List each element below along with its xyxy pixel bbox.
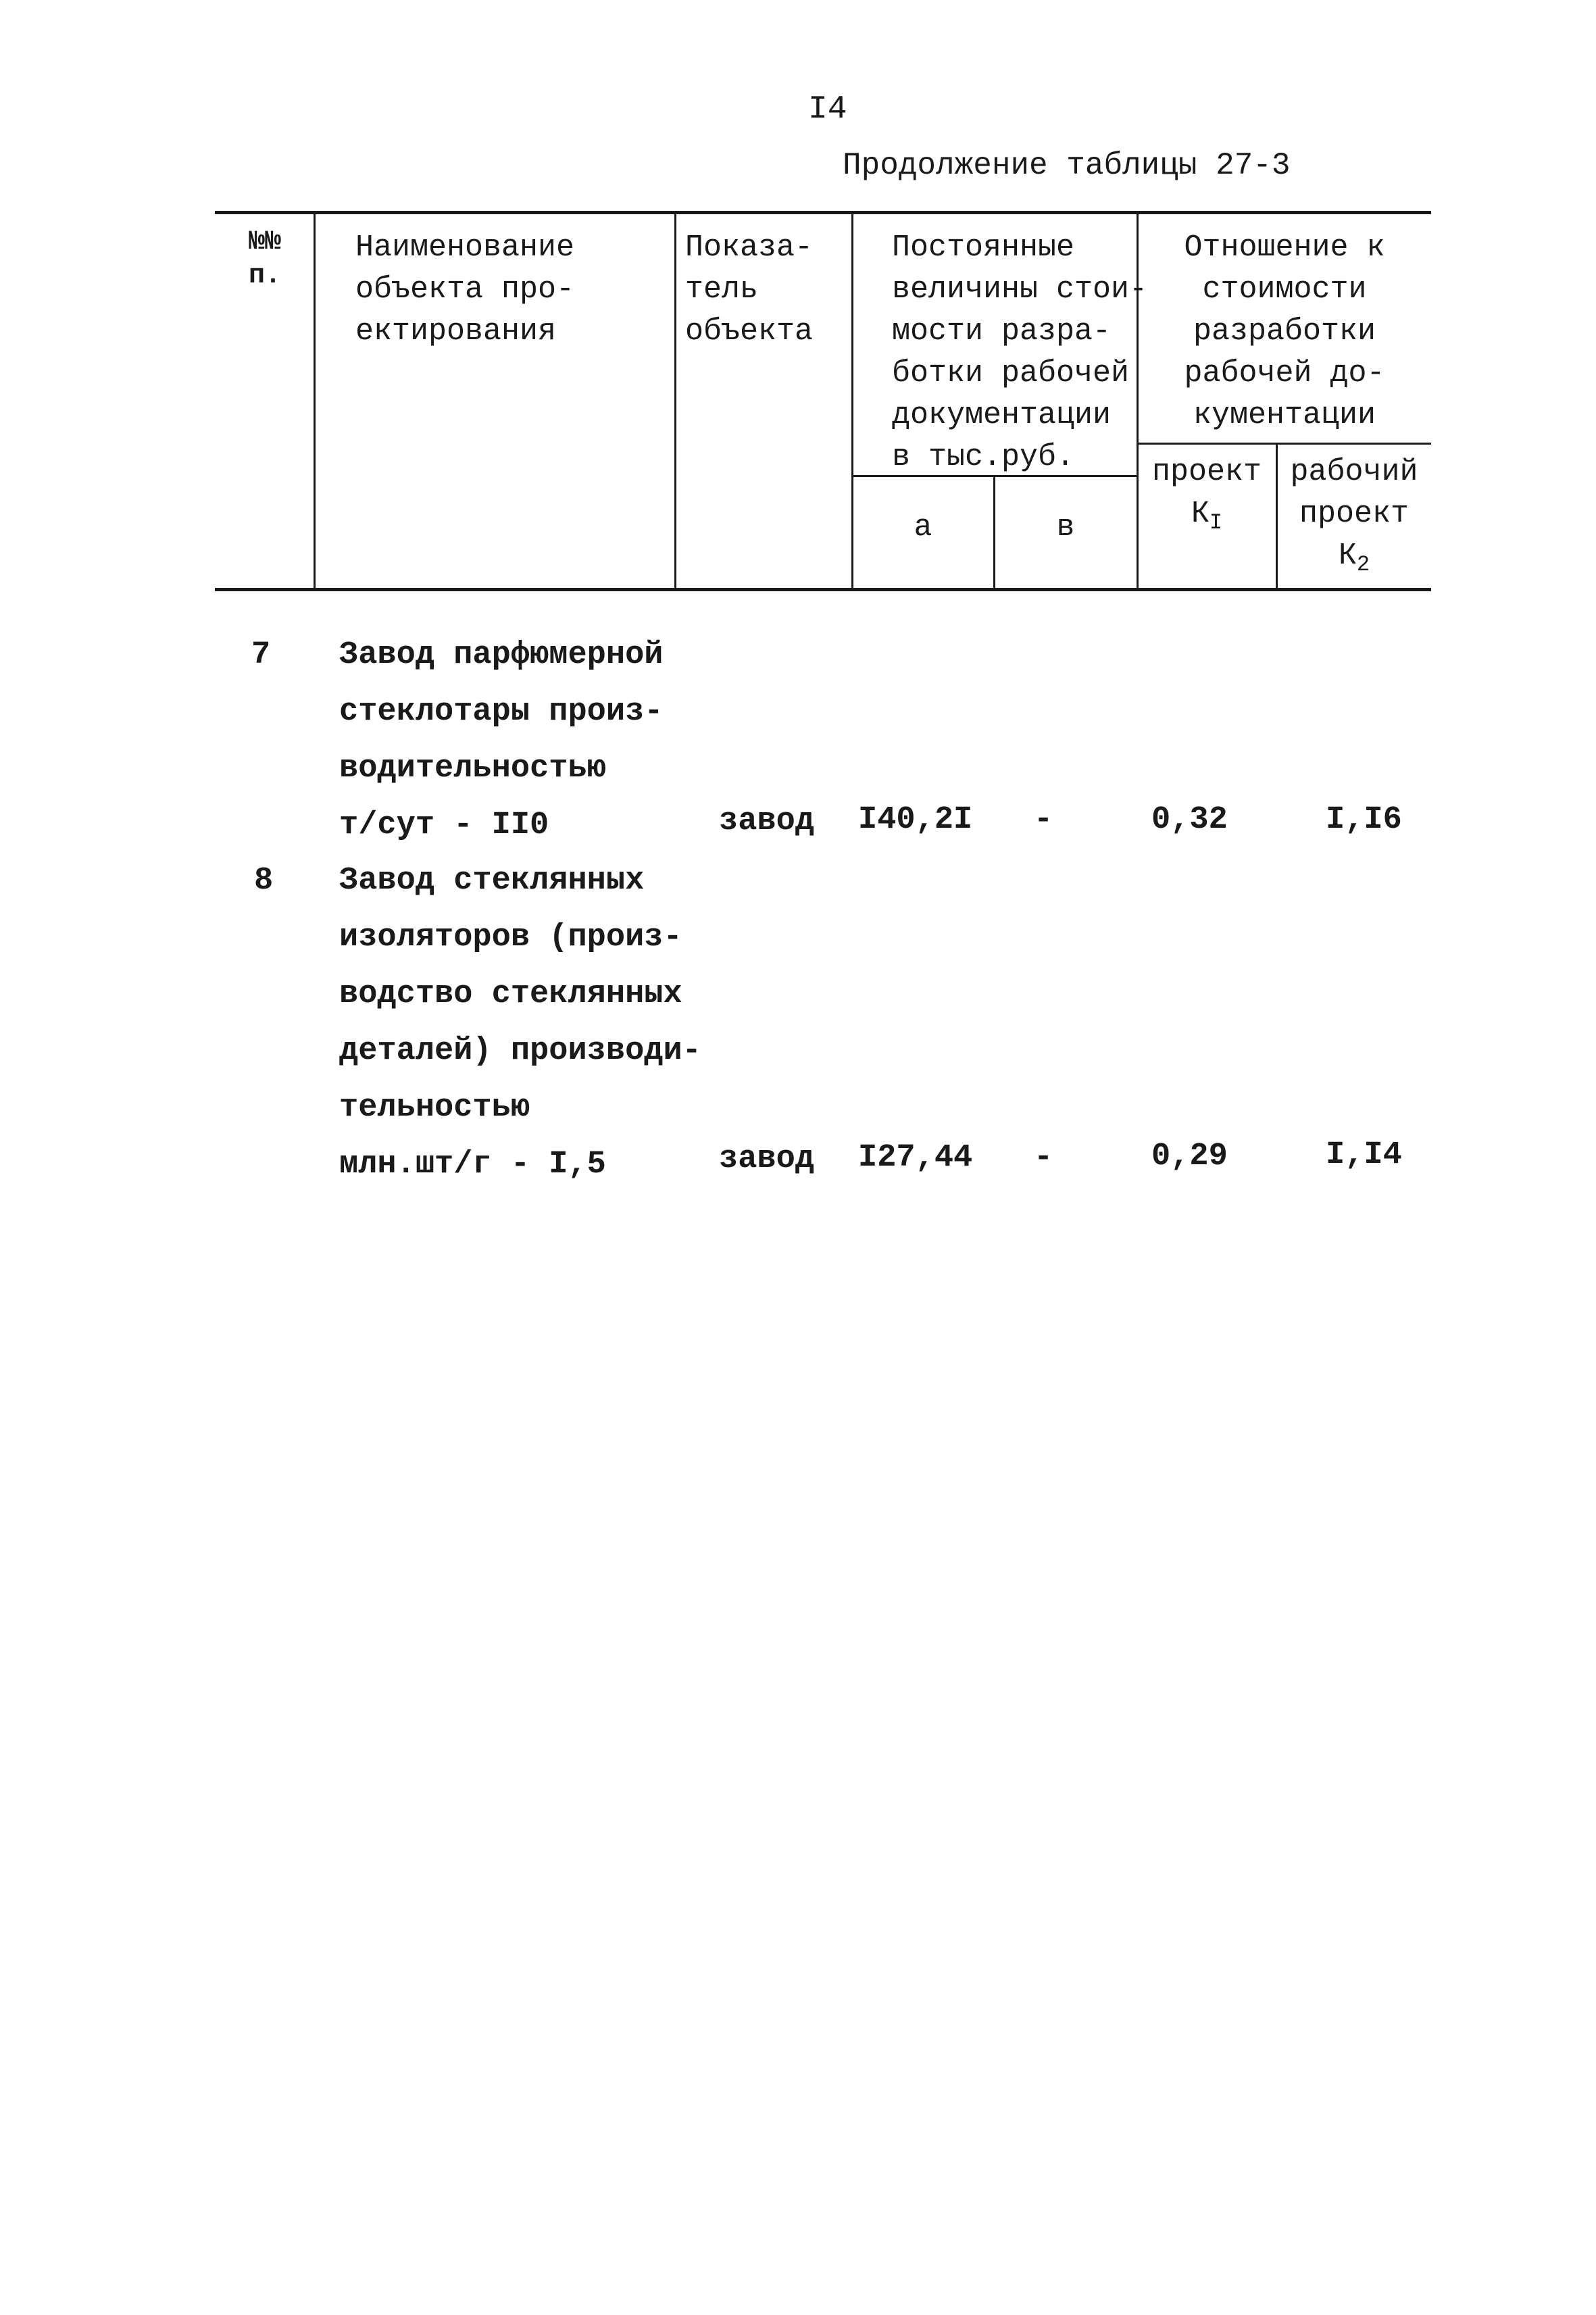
row-value-k2: I,I6	[1326, 802, 1402, 838]
table-header-bottom-rule	[215, 588, 1431, 591]
row-object-name: Завод парфюмерной стеклотары произ- водительностью т/сут - II0	[339, 637, 664, 843]
header-k1-symbol: $К_I$	[1191, 497, 1223, 535]
table-top-rule	[215, 211, 1431, 214]
header-k2-label: рабочий проект	[1290, 455, 1418, 531]
header-indicator: Показа- тель объекта	[685, 230, 814, 349]
row-value-b: -	[1034, 802, 1053, 838]
table-caption: Продолжение таблицы 27-3	[843, 148, 1291, 183]
header-constants: Постоянные величины стои- мости разра- ботки рабочей документации в тыс.руб.	[892, 230, 1148, 474]
row-indicator: завод	[719, 803, 815, 839]
ratio-sub-rule	[1138, 443, 1431, 445]
row-indicator: завод	[719, 1141, 815, 1177]
header-k1	[1138, 451, 1276, 544]
header-k1-label: проект	[1151, 455, 1262, 489]
row-value-k2: I,I4	[1326, 1137, 1402, 1173]
header-object-name: Наименование объекта про- ектирования	[355, 230, 575, 349]
row-object-name: Завод стеклянных изоляторов (произ- водство стеклянных деталей) производи- тельностью млн.шт/г - I,5	[339, 863, 701, 1183]
row-value-a: I40,2I	[858, 802, 973, 838]
row-number: 8	[254, 863, 274, 899]
col-divider-1	[314, 212, 316, 589]
row-value-a: I27,44	[858, 1140, 973, 1176]
header-number: №№ п.	[249, 227, 282, 291]
header-k2	[1277, 451, 1431, 586]
header-const-a: а	[914, 510, 932, 545]
header-k2-symbol: $К_2$	[1338, 539, 1370, 577]
row-value-k1: 0,29	[1151, 1139, 1228, 1174]
header-const-b: в	[1056, 510, 1075, 545]
header-ratio: Отношение к стоимости разработки рабочей до- кументации	[1184, 230, 1385, 432]
row-number: 7	[251, 637, 271, 673]
row-value-b: -	[1034, 1140, 1053, 1176]
col-divider-2	[674, 212, 676, 589]
page-number: I4	[808, 91, 847, 128]
row-value-k1: 0,32	[1151, 802, 1228, 838]
